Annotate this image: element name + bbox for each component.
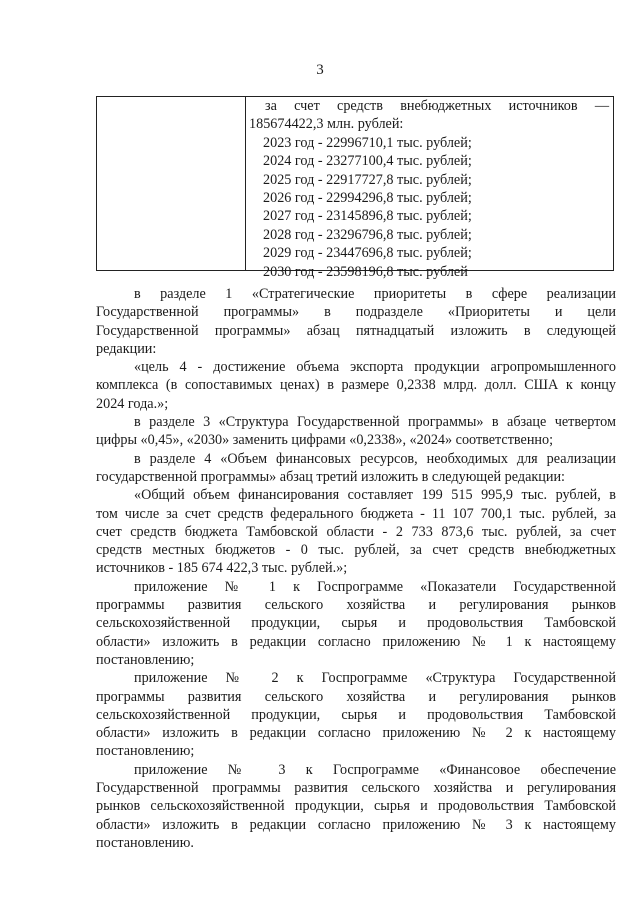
paragraph-line: приложение № 2 к Госпрограмме «Структура Государственной [134,670,616,687]
financing-table [96,96,614,280]
paragraph-line: Государственной программы» абзац пятнадцатый изложить в следующей [96,322,616,339]
table-year-row: 2030 год - 23598196,8 тыс. рублей [263,263,468,280]
paragraph-line: области» изложить в редакции согласно приложению № 1 к настоящему [96,633,616,650]
paragraph-line: постановлению. [96,834,194,851]
page-number: 3 [316,62,324,78]
table-right-cell [246,97,613,280]
paragraph-line: сельскохозяйственной продукции, сырья и продовольствия Тамбовской [96,706,616,723]
paragraph [96,669,616,760]
paragraph-line: постановлению; [96,743,195,760]
table-year-row: 2025 год - 22917727,8 тыс. рублей; [263,171,472,188]
table-left-cell [97,97,246,270]
paragraph-line: комплекса (в сопоставимых ценах) в размере 0,2338 млрд. долл. США к концу [96,377,616,394]
table-year-row: 2024 год - 23277100,4 тыс. рублей; [263,153,472,170]
paragraph [96,578,616,669]
paragraph-line: сельскохозяйственной продукции, сырья и продовольствия Тамбовской [96,615,616,632]
table-word: внебюджетных [400,98,492,114]
table-year-row: 2027 год - 23145896,8 тыс. рублей; [263,208,472,225]
paragraph-line: Государственной программы развития сельского хозяйства и регулирования [96,780,616,797]
paragraph-line: счет средств бюджета Тамбовской области - 2 733 873,6 тыс. рублей, за счет [96,523,616,540]
paragraph-line: области» изложить в редакции согласно приложению № 3 к настоящему [96,816,616,833]
paragraph-line: в разделе 1 «Стратегические приоритеты в сфере реализации [134,286,616,302]
paragraph-line: источников - 185 674 422,3 тыс. рублей.»; [96,560,348,577]
paragraph [96,450,616,487]
table-first-line [249,97,609,115]
paragraph-line: постановлению; [96,651,195,668]
paragraph-line: рынков сельскохозяйственной продукции, сырья и продовольствия Тамбовской [96,798,616,815]
paragraph [96,285,616,358]
paragraph [96,413,616,450]
paragraph-line: «Общий объем финансирования составляет 199 515 995,9 тыс. рублей, в [134,487,616,504]
paragraph-line: Государственной программы» в подразделе «Приоритеты и цели [96,304,616,321]
paragraph-line: 2024 года.»; [96,395,169,412]
table-total-line: 185674422,3 млн. рублей: [249,116,404,133]
document-body [96,285,616,852]
paragraph [96,761,616,852]
paragraph-line: программы развития сельского хозяйства и регулирования рынков [96,688,616,705]
paragraph-line: редакции: [96,340,157,357]
paragraph-line: цифры «0,45», «2030» заменить цифрами «0,2338», «2024» соответственно; [96,432,554,449]
paragraph-line: области» изложить в редакции согласно приложению № 2 к настоящему [96,725,616,742]
paragraph-line: в разделе 4 «Объем финансовых ресурсов, необходимых для реализации [134,450,616,467]
paragraph [96,486,616,577]
paragraph-line: средств местных бюджетов - 0 тыс. рублей, за счет средств внебюджетных [96,542,616,559]
table-word: источников [508,98,578,114]
paragraph-line: государственной программы» абзац третий изложить в следующей редакции: [96,468,565,485]
table-word: счет [294,98,320,114]
paragraph-line: программы развития сельского хозяйства и регулирования рынков [96,597,616,614]
table-word: — [594,98,609,114]
paragraph-line: «цель 4 - достижение объема экспорта продукции агропромышленного [134,359,616,376]
table-word: средств [337,98,383,114]
paragraph-line: приложение № 1 к Госпрограмме «Показатели Государственной [134,578,616,595]
paragraph-line: том числе за счет средств федерального бюджета - 11 107 700,1 тыс. рублей, за [96,505,616,522]
table-year-row: 2026 год - 22994296,8 тыс. рублей; [263,190,472,207]
table-year-row: 2029 год - 23447696,8 тыс. рублей; [263,245,472,262]
table-year-row: 2028 год - 23296796,8 тыс. рублей; [263,226,472,243]
paragraph-line: в разделе 3 «Структура Государственной программы» в абзаце четвертом [134,414,616,431]
paragraph [96,358,616,413]
paragraph-line: приложение № 3 к Госпрограмме «Финансовое обеспечение [134,761,616,778]
table-word: за [265,98,277,114]
table-year-row: 2023 год - 22996710,1 тыс. рублей; [263,134,472,151]
